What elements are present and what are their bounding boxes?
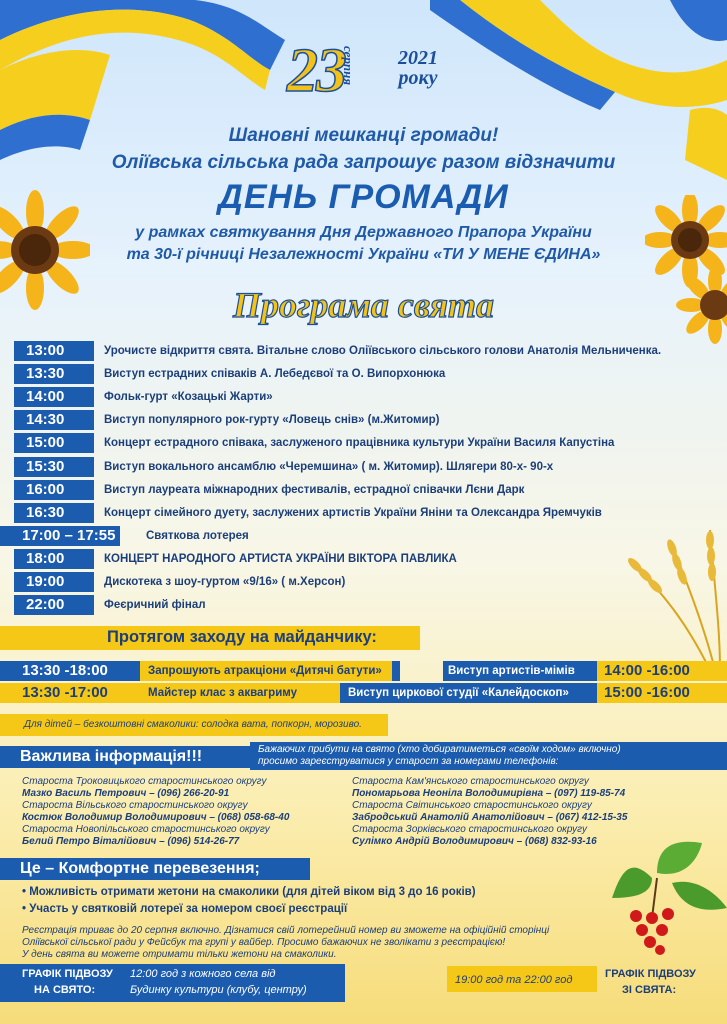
date-day: 23 xyxy=(287,37,345,105)
schedule-row xyxy=(0,480,727,500)
schedule-time: 18:00 xyxy=(14,549,94,569)
contact-person: Забродський Анатолій Анатолійович – (067) 412-15-35 xyxy=(352,812,628,823)
transport-heading: Це – Комфортне перевезення; xyxy=(0,858,310,880)
date-year xyxy=(398,48,438,88)
transport-bullet-2: • Участь у святковій лотереї за номером своєї реєстрації xyxy=(22,903,348,915)
schedule-time: 22:00 xyxy=(14,595,94,615)
invite-line: Оліївська сільська рада запрошує разом відзначити xyxy=(111,152,616,173)
kids-note: Для дітей – безкоштовні смаколики: солодка вата, попкорн, морозиво. xyxy=(24,719,362,730)
contact-role: Староста Кам'янського старостинського округу xyxy=(352,776,589,787)
schedule-text: Урочисте відкриття свята. Вітальне слово Оліївського сільського голови Анатолія Мельниченка. xyxy=(104,345,662,357)
date-year-word: року xyxy=(398,67,438,89)
event-title: ДЕНЬ ГРОМАДИ xyxy=(218,178,509,216)
registration-line-2: Оліївської сільської ради у Фейсбук та групі у вайбер. Просимо бажаючих не зволікати з реєстрацією! xyxy=(22,937,506,948)
schedule-text: Дискотека з шоу-гуртом «9/16» ( м.Херсон) xyxy=(104,576,346,588)
schedule-to-label-1: ГРАФІК ПІДВОЗУ xyxy=(22,968,113,980)
schedule-text: Святкова лотерея xyxy=(146,530,249,542)
schedule-time: 17:00 – 17:55 xyxy=(0,526,120,546)
schedule-text: КОНЦЕРТ НАРОДНОГО АРТИСТА УКРАЇНИ ВІКТОРА ПАВЛИКА xyxy=(104,553,457,565)
schedule-time: 16:30 xyxy=(14,503,94,523)
schedule-row xyxy=(0,410,727,430)
info-note-line-1: Бажаючих прибути на свято (хто добиратиметься «своїм ходом» включно) xyxy=(258,744,621,755)
schedule-to-label-2: НА СВЯТО: xyxy=(34,984,96,996)
schedule-row xyxy=(0,503,727,523)
venue-row1-right-text: Виступ артистів-мімів xyxy=(448,665,575,677)
venue-row1-left-time: 13:30 -18:00 xyxy=(22,662,108,679)
schedule-row xyxy=(0,387,727,407)
schedule-time: 15:30 xyxy=(14,457,94,477)
schedule-row xyxy=(0,572,727,592)
transport-bullet-1: • Можливість отримати жетони на смаколики (для дітей віком від 3 до 16 років) xyxy=(22,886,476,898)
schedule-text: Концерт естрадного співака, заслуженого працівника культури України Василя Капустіна xyxy=(104,437,615,449)
program-title: Програма свята xyxy=(232,285,495,325)
schedule-text: Виступ популярного рок-гурту «Ловець снів» (м.Житомир) xyxy=(104,414,440,426)
venue-row2-right-text: Виступ циркової студії «Калейдоскоп» xyxy=(348,687,569,699)
schedule-row xyxy=(0,341,727,361)
schedule-time: 14:30 xyxy=(14,410,94,430)
schedule-time: 16:00 xyxy=(14,480,94,500)
schedule-time: 15:00 xyxy=(14,433,94,453)
contact-role: Староста Зорківського старостинського округу xyxy=(352,824,588,835)
info-note-line-2: просимо зареєструватися у старост за номерами телефонів: xyxy=(258,756,559,767)
venue-row1-left-text: Запрошують атракціони «Дитячі батути» xyxy=(148,665,382,677)
contact-role: Староста Новопільського старостинського округу xyxy=(22,824,270,835)
schedule-time: 14:00 xyxy=(14,387,94,407)
schedule-time: 13:00 xyxy=(14,341,94,361)
registration-line-1: Реєстрація триває до 20 серпня включно. Дізнатися свій лотерейний номер ви зможете на офіційній сторінці xyxy=(22,925,550,936)
viburnum-berries-icon xyxy=(612,838,727,968)
info-heading: Важлива інформація!!! xyxy=(0,746,250,768)
schedule-text: Виступ вокального ансамблю «Черемшина» ( м. Житомир). Шлягери 80-х- 90-х xyxy=(104,461,554,473)
contact-role: Староста Троковицького старостинського округу xyxy=(22,776,267,787)
context-line-2: та 30-ї річниці Незалежності України «ТИ У МЕНЕ ЄДИНА» xyxy=(126,246,601,263)
contact-person: Белий Петро Віталійович – (096) 514-26-77 xyxy=(22,836,240,847)
schedule-text: Виступ лауреата міжнародних фестивалів, естрадної співачки Лєни Дарк xyxy=(104,484,525,496)
schedule-to-text-2: Будинку культури (клубу, центру) xyxy=(130,984,307,996)
greeting: Шановні мешканці громади! xyxy=(228,125,499,146)
schedule-row xyxy=(0,526,727,546)
schedule-row xyxy=(0,433,727,453)
schedule-text: Феєричний фінал xyxy=(104,599,206,611)
date-year-number: 2021 xyxy=(398,47,438,69)
schedule-row xyxy=(0,595,727,615)
venue-row2-left-text: Майстер клас з аквагриму xyxy=(148,687,298,699)
venue-row2-right-time: 15:00 -16:00 xyxy=(604,684,690,701)
contact-person: Мазко Василь Петрович – (096) 266-20-91 xyxy=(22,788,230,799)
schedule-row xyxy=(0,457,727,477)
contact-person: Пономарьова Неоніла Володимирівна – (097) 119-85-74 xyxy=(352,788,626,799)
schedule-from-label-1: ГРАФІК ПІДВОЗУ xyxy=(605,968,696,980)
contact-person: Сулімко Андрій Володимирович – (068) 832-93-16 xyxy=(352,836,597,847)
venue-heading: Протягом заходу на майданчику: xyxy=(107,628,377,646)
contact-role: Староста Світинського старостинського округу xyxy=(352,800,592,811)
contact-person: Костюк Володимир Володимирович – (068) 058-68-40 xyxy=(22,812,290,823)
schedule-from-text: 19:00 год та 22:00 год xyxy=(455,974,573,986)
schedule-to-text-1: 12:00 год з кожного села від xyxy=(130,968,276,980)
schedule-text: Фольк-гурт «Козацькі Жарти» xyxy=(104,391,273,403)
date-month: серпня xyxy=(341,46,356,86)
contact-role: Староста Вільського старостинського округу xyxy=(22,800,248,811)
context-line-1: у рамках святкування Дня Державного Прапора України xyxy=(135,224,592,241)
schedule-row xyxy=(0,549,727,569)
venue-row1-right-time: 14:00 -16:00 xyxy=(604,662,690,679)
schedule-time: 19:00 xyxy=(14,572,94,592)
registration-line-3: У день свята ви можете отримати тільки жетони на смаколики. xyxy=(22,949,337,960)
venue-row2-left-time: 13:30 -17:00 xyxy=(22,684,108,701)
schedule-text: Виступ естрадних співаків А. Лебедєвої та О. Випорхонюка xyxy=(104,368,446,380)
schedule-from-label-2: ЗІ СВЯТА: xyxy=(622,984,677,996)
schedule-row xyxy=(0,364,727,384)
schedule-time: 13:30 xyxy=(14,364,94,384)
schedule-text: Концерт сімейного дуету, заслужених артистів України Яніни та Олександра Яремчуків xyxy=(104,507,602,519)
